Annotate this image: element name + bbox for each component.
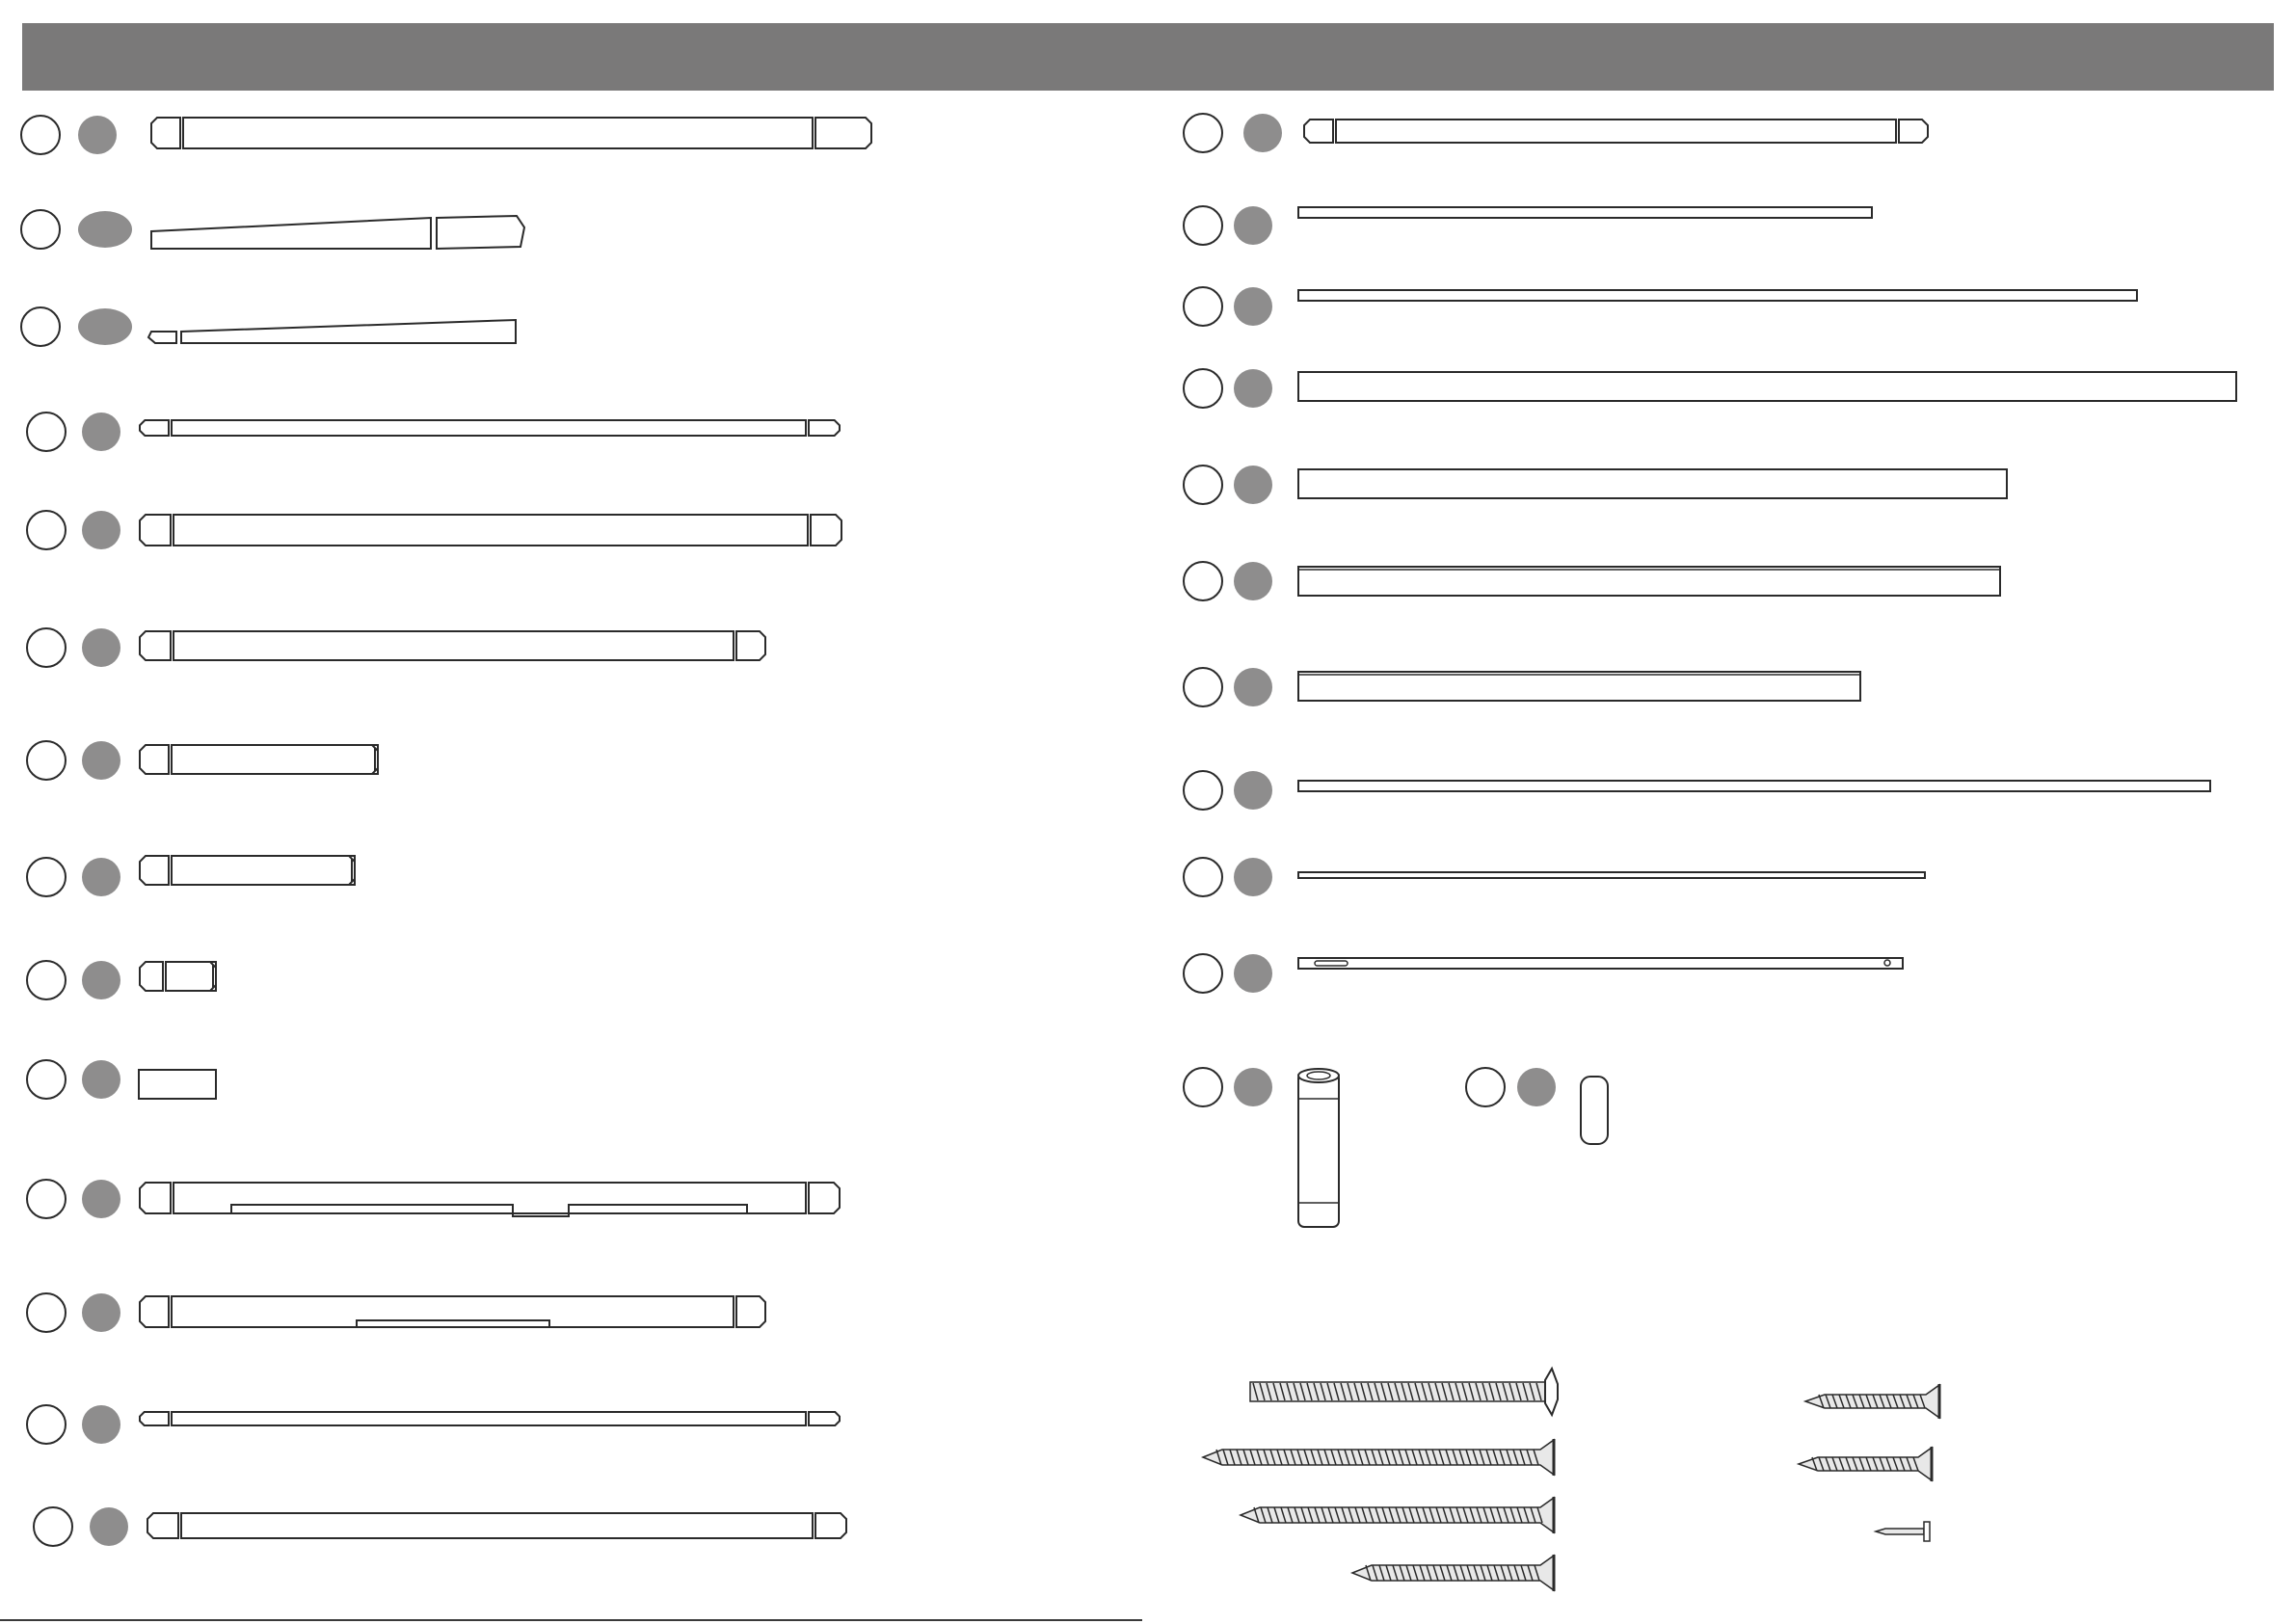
rail-c-end-left xyxy=(140,631,171,660)
part-id-badge xyxy=(1234,287,1272,326)
part-id-badge xyxy=(1234,562,1272,600)
rail-b-body xyxy=(174,515,808,546)
rail-d-end-right xyxy=(815,1513,846,1538)
screws-group xyxy=(1203,1369,1939,1591)
part-id-badge xyxy=(82,511,120,549)
part-number-circle xyxy=(34,1507,72,1546)
part-id-badge xyxy=(82,1293,120,1332)
board-b xyxy=(1184,466,2007,504)
short-rail-a-body xyxy=(172,745,375,774)
part-number-circle xyxy=(27,1060,66,1099)
part-number-circle xyxy=(1184,562,1222,600)
nail-shaft xyxy=(1876,1529,1924,1534)
rail-c-end-right xyxy=(736,631,765,660)
screw-short-b xyxy=(1799,1447,1932,1481)
barrel-nut xyxy=(1184,1068,1339,1227)
rail-d-body xyxy=(181,1513,813,1538)
dowel-rail-body xyxy=(1336,120,1896,143)
rail-b-end-right xyxy=(811,515,841,546)
notched-rail-b xyxy=(27,1293,765,1332)
plug-body xyxy=(1581,1077,1608,1144)
rail-d xyxy=(34,1507,846,1546)
part-id-badge xyxy=(82,1405,120,1444)
part-number-circle xyxy=(27,961,66,999)
part-id-badge xyxy=(1234,369,1272,408)
board-a-body xyxy=(1298,372,2236,401)
part-id-badge xyxy=(82,741,120,780)
part-id-badge xyxy=(1234,466,1272,504)
part-number-circle xyxy=(1184,1068,1222,1106)
part-id-badge xyxy=(82,1060,120,1099)
part-id-badge xyxy=(78,211,132,248)
thin-rail-a xyxy=(27,413,840,451)
part-number-circle xyxy=(1184,466,1222,504)
part-id-badge xyxy=(1234,206,1272,245)
board-a xyxy=(1184,369,2236,408)
thin-rail-a-body xyxy=(172,420,806,436)
part-number-circle xyxy=(27,741,66,780)
part-number-circle xyxy=(21,116,60,154)
notched-rail-b-end-left xyxy=(140,1296,169,1327)
part-id-badge xyxy=(1234,771,1272,810)
notched-rail-b-end-right xyxy=(736,1296,765,1327)
part-id-badge xyxy=(82,858,120,896)
barrel-body xyxy=(1298,1073,1339,1227)
part-id-badge xyxy=(1234,858,1272,896)
screw-body xyxy=(1805,1385,1939,1418)
rail-b-end-left xyxy=(140,515,171,546)
slat-d xyxy=(1184,858,1925,896)
thin-rail-a-end-right xyxy=(809,420,840,436)
part-number-circle xyxy=(1184,369,1222,408)
board-d xyxy=(1184,668,1860,706)
part-id-badge xyxy=(90,1507,128,1546)
dowel-rail-end-left xyxy=(1304,120,1333,143)
nail-head xyxy=(1924,1522,1930,1541)
board-c xyxy=(1184,562,2000,600)
block-a-body xyxy=(166,962,213,991)
part-id-badge xyxy=(82,1180,120,1218)
part-id-badge xyxy=(1517,1068,1556,1106)
part-id-badge xyxy=(1234,1068,1272,1106)
part-number-circle xyxy=(1184,206,1222,245)
thin-rail-b-end-right xyxy=(809,1412,840,1425)
board-c-body xyxy=(1298,567,2000,596)
rail-c-body xyxy=(174,631,734,660)
slat-c xyxy=(1184,771,2210,810)
slotted-bar-body xyxy=(1298,958,1903,969)
bottom-rule xyxy=(0,1619,1142,1621)
slat-a-body xyxy=(1298,207,1872,218)
part-number-circle xyxy=(27,858,66,896)
part-number-circle xyxy=(27,1405,66,1444)
part-id-badge xyxy=(78,308,132,345)
thin-rail-b-end-left xyxy=(140,1412,169,1425)
notched-rail-a-end-right xyxy=(809,1183,840,1213)
rail-c xyxy=(27,628,765,667)
part-id-badge xyxy=(1243,114,1282,152)
notched-rail-a-body xyxy=(174,1183,806,1213)
panel-rail-a-body xyxy=(183,118,813,148)
tapered-panel-b-end xyxy=(148,332,176,343)
block-b xyxy=(27,1060,216,1099)
part-number-circle xyxy=(27,628,66,667)
panel-rail-a-end-left xyxy=(151,118,180,148)
panel-rail-a-end-right xyxy=(815,118,871,148)
notched-rail-a-end-left xyxy=(140,1183,171,1213)
rail-b xyxy=(27,511,841,549)
panel-rail-a xyxy=(21,116,871,154)
short-rail-b-end-left xyxy=(140,856,169,885)
thin-rail-a-end-left xyxy=(140,420,169,436)
part-number-circle xyxy=(1184,771,1222,810)
tapered-panel-a-taper xyxy=(151,218,431,249)
part-number-circle xyxy=(1184,954,1222,993)
part-number-circle xyxy=(1184,668,1222,706)
part-number-circle xyxy=(1184,858,1222,896)
short-rail-a xyxy=(27,741,378,780)
hardware-group xyxy=(1184,1068,1608,1227)
tapered-panel-a-end-block xyxy=(437,216,524,249)
bolt-long xyxy=(1250,1369,1558,1415)
part-number-circle xyxy=(27,1180,66,1218)
part-number-circle xyxy=(1184,114,1222,152)
dowel-rail xyxy=(1184,114,1928,152)
part-number-circle xyxy=(27,511,66,549)
screw-long-b xyxy=(1241,1497,1554,1533)
right-parts-column xyxy=(1184,114,2236,993)
part-number-circle xyxy=(1184,287,1222,326)
screw-body xyxy=(1203,1440,1554,1475)
thin-rail-b-body xyxy=(172,1412,806,1425)
block-a xyxy=(27,961,216,999)
screw-short-a xyxy=(1805,1384,1939,1419)
part-id-badge xyxy=(1234,668,1272,706)
cam-plug xyxy=(1466,1068,1608,1144)
slat-b-body xyxy=(1298,290,2137,301)
thin-rail-b xyxy=(27,1405,840,1444)
block-a-end-left xyxy=(140,962,163,991)
tapered-panel-a xyxy=(21,210,524,249)
block-b-body xyxy=(139,1070,216,1099)
screw-medium xyxy=(1352,1555,1554,1591)
part-number-circle xyxy=(27,413,66,451)
short-rail-a-end-left xyxy=(140,745,169,774)
notched-rail-b-body xyxy=(172,1296,734,1327)
left-parts-column xyxy=(21,116,871,1546)
part-id-badge xyxy=(1234,954,1272,993)
notched-rail-a xyxy=(27,1180,840,1218)
part-number-circle xyxy=(21,307,60,346)
slat-d-body xyxy=(1298,872,1925,878)
board-b-body xyxy=(1298,469,2007,498)
part-number-circle xyxy=(21,210,60,249)
rail-d-end-left xyxy=(147,1513,178,1538)
part-id-badge xyxy=(78,116,117,154)
part-id-badge xyxy=(82,628,120,667)
short-rail-b-body xyxy=(172,856,352,885)
part-id-badge xyxy=(82,961,120,999)
tapered-panel-b xyxy=(21,307,516,346)
nail xyxy=(1876,1522,1930,1541)
slat-c-body xyxy=(1298,781,2210,791)
part-id-badge xyxy=(82,413,120,451)
barrel-top xyxy=(1298,1069,1339,1082)
part-number-circle xyxy=(27,1293,66,1332)
slotted-bar xyxy=(1184,954,1903,993)
short-rail-b xyxy=(27,856,355,896)
slat-a xyxy=(1184,206,1872,245)
tapered-panel-b-taper xyxy=(181,320,516,343)
bolt-head xyxy=(1545,1369,1558,1415)
dowel-rail-end-right xyxy=(1899,120,1928,143)
screw-body xyxy=(1799,1448,1932,1480)
board-d-body xyxy=(1298,672,1860,701)
slat-b xyxy=(1184,287,2137,326)
screw-long-a xyxy=(1203,1439,1554,1476)
part-number-circle xyxy=(1466,1068,1505,1106)
